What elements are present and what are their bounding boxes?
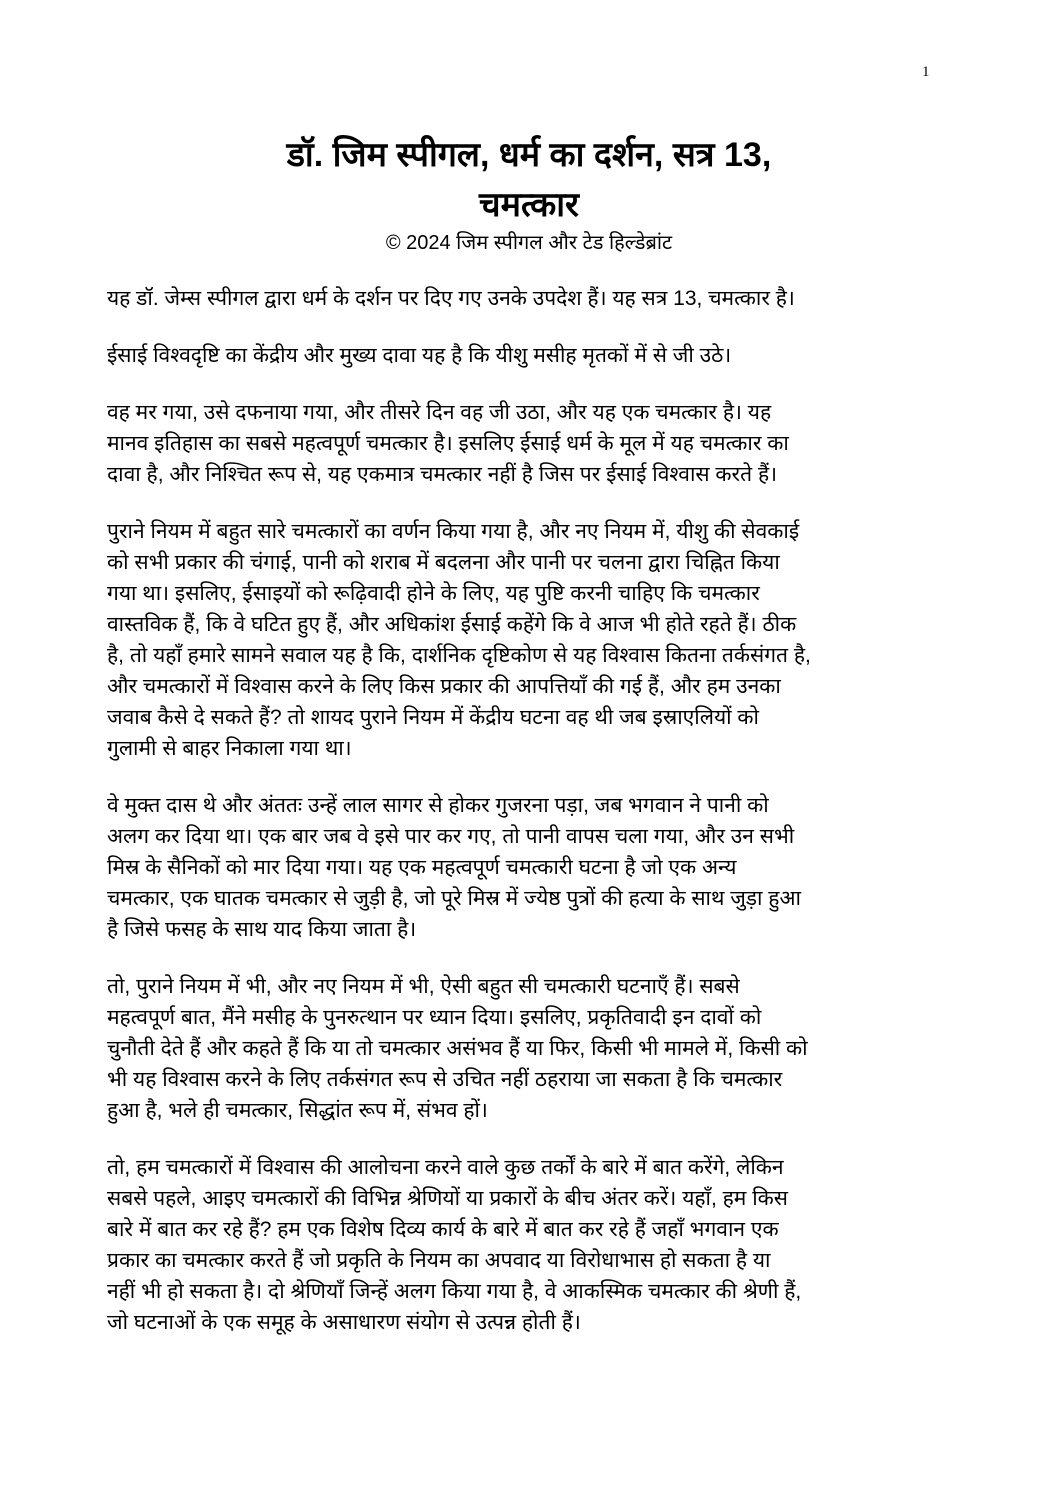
paragraph-line: चुनौती देते हैं और कहते हैं कि या तो चमत्कार असंभव हैं या फिर, किसी भी मामले में, किसी को — [107, 1037, 808, 1060]
paragraph-line: तो, हम चमत्कारों में विश्वास की आलोचना करने वाले कुछ तर्कों के बारे में बात करेंगे, लेकिन — [107, 1156, 784, 1179]
paragraph-line: को सभी प्रकार की चंगाई, पानी को शराब में बदलना और पानी पर चलना द्वारा चिह्नित किया — [107, 551, 780, 574]
paragraph-line: प्रकार का चमत्कार करते हैं जो प्रकृति के नियम का अपवाद या विरोधाभास हो सकता है या — [107, 1249, 771, 1272]
document-body — [107, 283, 967, 1364]
page-number: 1 — [922, 64, 930, 80]
paragraph-line: चमत्कार, एक घातक चमत्कार से जुड़ी है, जो पूरे मिस्र में ज्येष्ठ पुत्रों की हत्या के साथ जुड़ा हुआ — [107, 887, 801, 910]
title-line: डॉ. जिम स्पीगल, धर्म का दर्शन, सत्र 13, — [286, 136, 772, 174]
paragraph-line: मिस्र के सैनिकों को मार दिया गया। यह एक महत्वपूर्ण चमत्कारी घटना है जो एक अन्य — [107, 856, 737, 879]
paragraph — [107, 283, 967, 314]
copyright-notice: © 2024 जिम स्पीगल और टेड हिल्डेब्रांट — [385, 232, 673, 254]
paragraph-line: है जिसे फसह के साथ याद किया जाता है। — [107, 918, 417, 941]
document-title — [0, 130, 1058, 230]
paragraph-line: वे मुक्त दास थे और अंततः उन्हें लाल सागर से होकर गुजरना पड़ा, जब भगवान ने पानी को — [107, 794, 769, 817]
paragraph-line: यह डॉ. जेम्स स्पीगल द्वारा धर्म के दर्शन पर दिए गए उनके उपदेश हैं। यह सत्र 13, चमत्कार है। — [107, 287, 795, 310]
paragraph — [107, 1152, 967, 1338]
paragraph — [107, 516, 967, 764]
paragraph-line: वास्तविक हैं, कि वे घटित हुए हैं, और अधिकांश ईसाई कहेंगे कि वे आज भी होते रहते हैं। ठीक — [107, 613, 797, 636]
paragraph-line: भी यह विश्वास करने के लिए तर्कसंगत रूप से उचित नहीं ठहराया जा सकता है कि चमत्कार — [107, 1068, 783, 1091]
paragraph — [107, 790, 967, 945]
paragraph-line: जवाब कैसे दे सकते हैं? तो शायद पुराने नियम में केंद्रीय घटना वह थी जब इस्राएलियों को — [107, 706, 759, 729]
paragraph-line: पुराने नियम में बहुत सारे चमत्कारों का वर्णन किया गया है, और नए नियम में, यीशु की सेवकाई — [107, 520, 800, 543]
paragraph-line: ईसाई विश्वदृष्टि का केंद्रीय और मुख्य दावा यह है कि यीशु मसीह मृतकों में से जी उठे। — [107, 344, 732, 367]
paragraph-line: दावा है, और निश्चित रूप से, यह एकमात्र चमत्कार नहीं है जिस पर ईसाई विश्वास करते हैं। — [107, 463, 778, 486]
paragraph-line: मानव इतिहास का सबसे महत्वपूर्ण चमत्कार है। इसलिए ईसाई धर्म के मूल में यह चमत्कार का — [107, 432, 789, 455]
paragraph-line: बारे में बात कर रहे हैं? हम एक विशेष दिव्य कार्य के बारे में बात कर रहे हैं जहाँ भगवान एक — [107, 1218, 779, 1241]
paragraph-line: जो घटनाओं के एक समूह के असाधारण संयोग से उत्पन्न होती हैं। — [107, 1311, 581, 1334]
paragraph-line: है, तो यहाँ हमारे सामने सवाल यह है कि, दार्शनिक दृष्टिकोण से यह विश्वास कितना तर्कसंगत है, — [107, 644, 811, 667]
paragraph-line: अलग कर दिया था। एक बार जब वे इसे पार कर गए, तो पानी वापस चला गया, और उन सभी — [107, 825, 795, 848]
paragraph-line: वह मर गया, उसे दफनाया गया, और तीसरे दिन वह जी उठा, और यह एक चमत्कार है। यह — [107, 401, 772, 424]
paragraph — [107, 971, 967, 1126]
paragraph-line: सबसे पहले, आइए चमत्कारों की विभिन्न श्रेणियों या प्रकारों के बीच अंतर करें। यहाँ, हम किस — [107, 1187, 788, 1210]
paragraph-line: गुलामी से बाहर निकाला गया था। — [107, 737, 352, 760]
paragraph-line: तो, पुराने नियम में भी, और नए नियम में भी, ऐसी बहुत सी चमत्कारी घटनाएँ हैं। सबसे — [107, 975, 740, 998]
paragraph-line: हुआ है, भले ही चमत्कार, सिद्धांत रूप में, संभव हों। — [107, 1099, 488, 1122]
title-line: चमत्कार — [479, 186, 579, 224]
paragraph-line: महत्वपूर्ण बात, मैंने मसीह के पुनरुत्थान पर ध्यान दिया। इसलिए, प्रकृतिवादी इन दावों को — [107, 1006, 762, 1029]
paragraph — [107, 340, 967, 371]
paragraph-line: और चमत्कारों में विश्वास करने के लिए किस प्रकार की आपत्तियाँ की गई हैं, और हम उनका — [107, 675, 781, 698]
paragraph — [107, 397, 967, 490]
paragraph-line: गया था। इसलिए, ईसाइयों को रूढ़िवादी होने के लिए, यह पुष्टि करनी चाहिए कि चमत्कार — [107, 582, 760, 605]
paragraph-line: नहीं भी हो सकता है। दो श्रेणियाँ जिन्हें अलग किया गया है, वे आकस्मिक चमत्कार की श्रेणी हैं, — [107, 1280, 802, 1303]
